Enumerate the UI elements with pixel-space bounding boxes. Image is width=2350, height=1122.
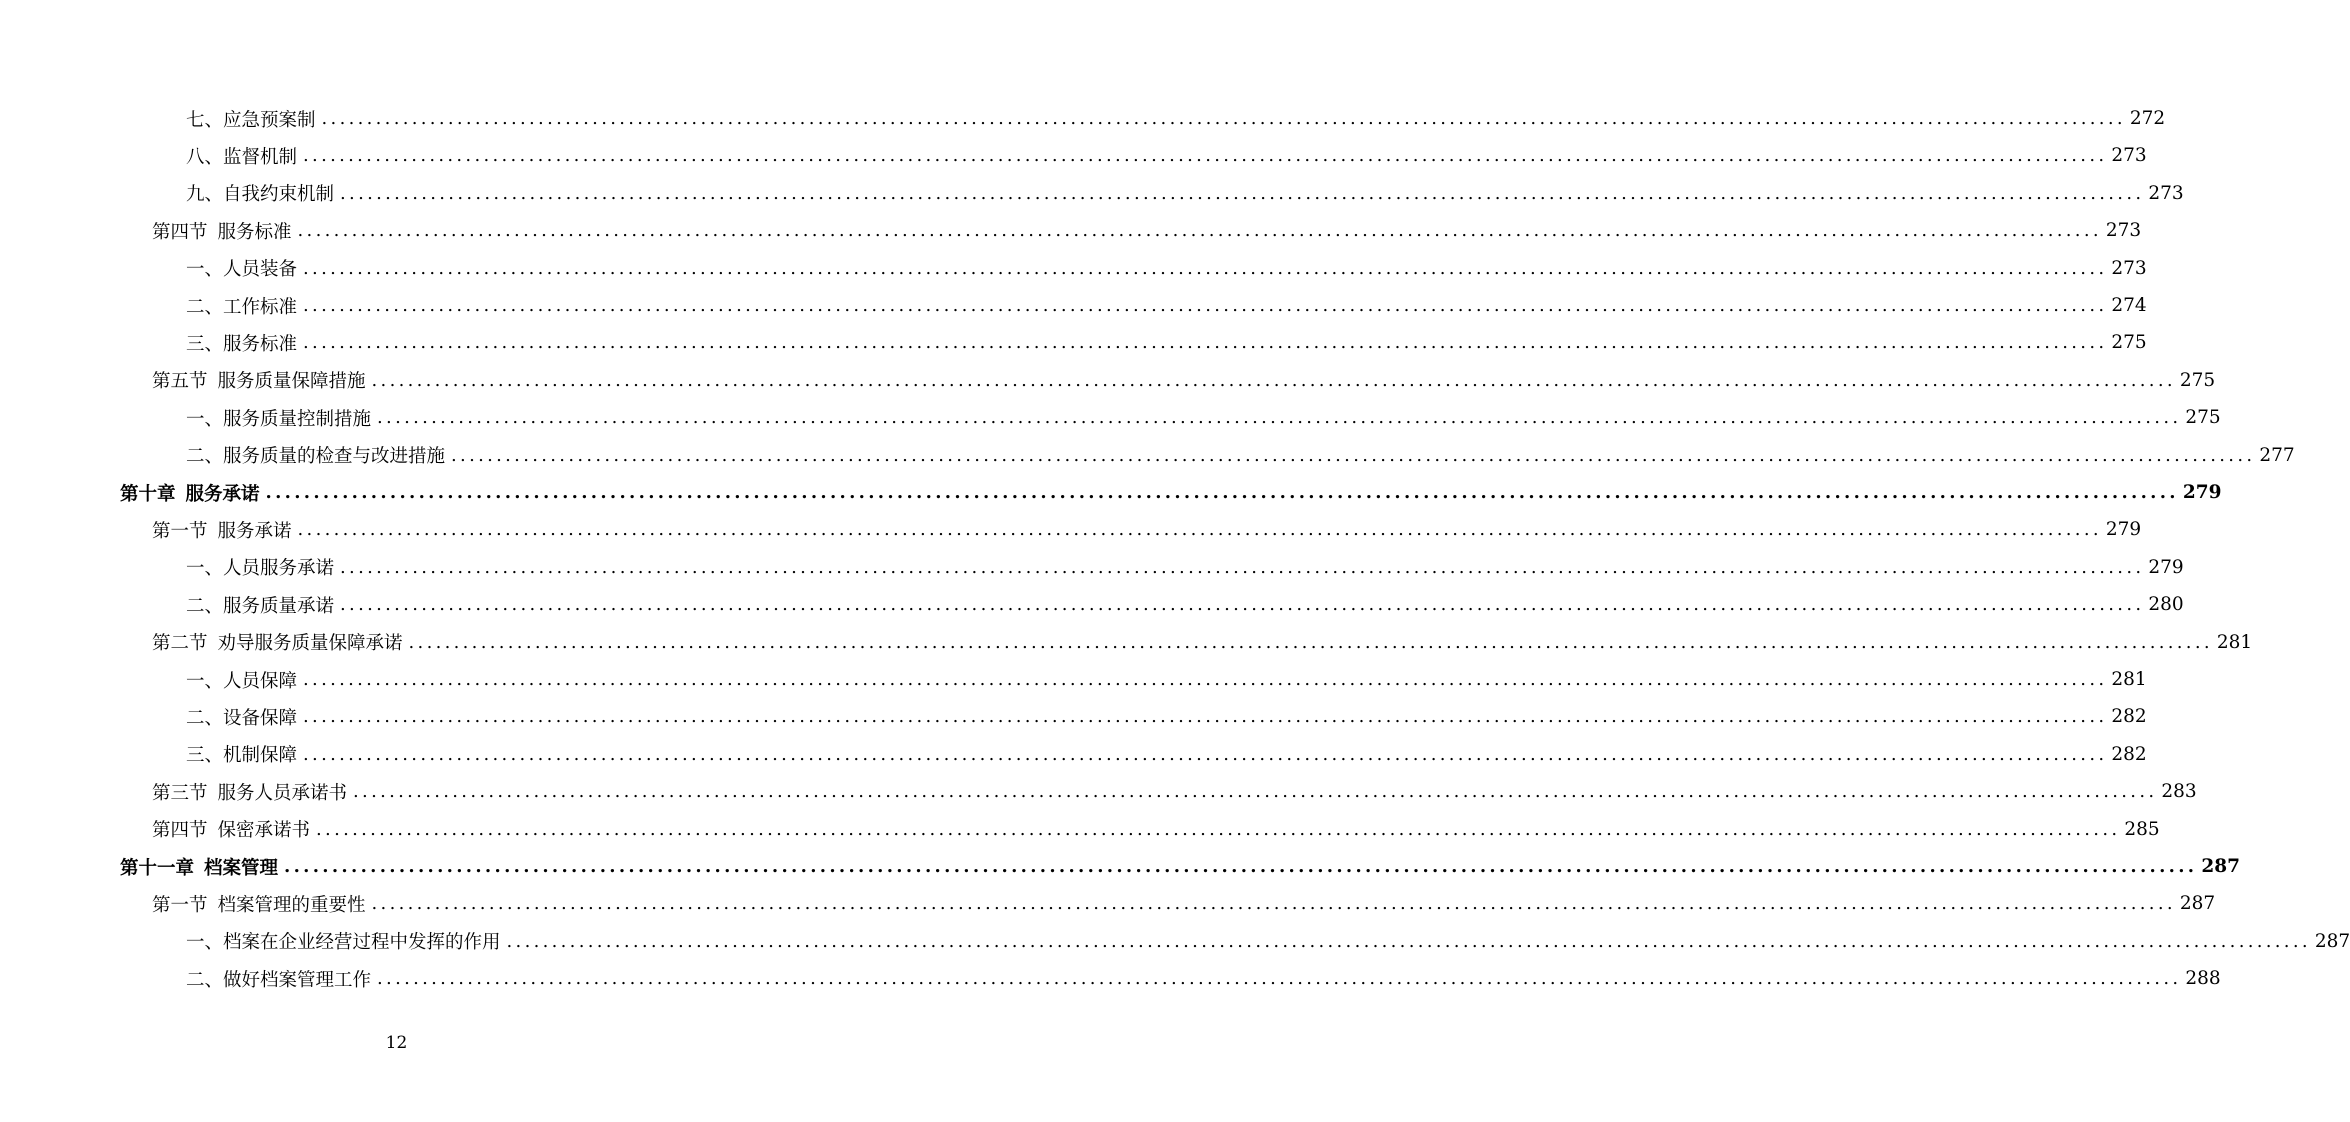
toc-subsection-entry[interactable] — [186, 437, 2295, 474]
toc-section-entry[interactable] — [152, 624, 2253, 661]
toc-entry-page: 279 — [2105, 519, 2142, 541]
toc-entry-title: 保密承诺书 — [217, 820, 311, 842]
toc-entry-page: 273 — [2111, 145, 2147, 167]
toc-entry-page: 282 — [2111, 706, 2147, 728]
toc-entry-text — [186, 741, 297, 767]
toc-entry-page: 280 — [2148, 594, 2184, 616]
toc-entry-title: 服务人员承诺书 — [217, 782, 348, 804]
toc-entry-prefix: 一、 — [186, 259, 224, 281]
toc-entry-title: 劝导服务质量保障承诺 — [217, 633, 403, 655]
toc-entry-title: 工作标准 — [223, 296, 298, 318]
toc-chapter-entry[interactable] — [120, 474, 2222, 511]
toc-entry-text — [152, 779, 347, 805]
toc-subsection-entry[interactable] — [186, 324, 2147, 361]
toc-entry-title: 做好档案管理工作 — [223, 969, 372, 991]
page-number: 12 — [385, 1033, 408, 1053]
toc-entry-page: 273 — [2105, 220, 2142, 242]
toc-subsection-entry[interactable] — [186, 250, 2147, 287]
toc-subsection-entry[interactable] — [186, 661, 2147, 698]
dot-leader: ........................................................................................................................................................................................................ — [303, 295, 2108, 316]
toc-entry-page: 285 — [2124, 818, 2160, 840]
toc-entry-prefix: 一、 — [186, 408, 224, 430]
toc-entry-prefix: 八、 — [186, 146, 224, 168]
toc-entry-text — [186, 143, 297, 169]
toc-entry-text — [120, 854, 278, 880]
toc-entry-text — [152, 816, 310, 842]
toc-entry-text — [186, 330, 297, 356]
dot-leader: ........................................................................................................................................................................................................ — [303, 706, 2108, 728]
toc-entry-prefix: 第一节 — [152, 520, 208, 542]
toc-entry-title: 人员保障 — [223, 670, 298, 692]
toc-subsection-entry[interactable] — [186, 549, 2184, 586]
toc-entry-prefix: 第三节 — [152, 782, 208, 804]
toc-entry-text — [186, 667, 297, 693]
toc-entry-page: 275 — [2185, 407, 2221, 429]
dot-leader: ........................................................................................................................................................................................................ — [303, 669, 2108, 690]
toc-entry-text — [186, 405, 371, 431]
dot-leader: ........................................................................................................................................................................................................ — [284, 856, 2198, 877]
toc-subsection-entry[interactable] — [186, 137, 2147, 174]
toc-section-entry[interactable] — [152, 773, 2197, 810]
toc-entry-text — [186, 293, 297, 319]
toc-subsection-entry[interactable] — [186, 736, 2147, 773]
toc-entry-title: 自我约束机制 — [223, 184, 335, 206]
toc-entry-page: 279 — [2148, 556, 2184, 578]
toc-entry-prefix: 三、 — [186, 745, 224, 767]
toc-subsection-entry[interactable] — [186, 698, 2147, 735]
toc-entry-page: 287 — [2314, 930, 2350, 952]
toc-entry-page: 281 — [2216, 631, 2253, 653]
toc-entry-prefix: 三、 — [186, 333, 224, 355]
toc-entry-page: 274 — [2111, 295, 2147, 316]
toc-subsection-entry[interactable] — [186, 287, 2147, 324]
toc-entry-prefix: 第五节 — [152, 371, 208, 393]
dot-leader: ........................................................................................................................................................................................................ — [340, 182, 2145, 204]
toc-entry-page: 273 — [2148, 182, 2184, 204]
toc-entry-title: 服务质量保障措施 — [217, 371, 366, 393]
toc-entry-title: 档案管理 — [204, 857, 279, 879]
toc-entry-title: 服务承诺 — [217, 520, 292, 542]
toc-entry-text — [186, 592, 334, 618]
toc-entry-prefix: 七、 — [186, 109, 224, 131]
toc-section-entry[interactable] — [152, 212, 2142, 249]
toc-subsection-entry[interactable] — [186, 399, 2221, 436]
dot-leader: ........................................................................................................................................................................................................ — [303, 145, 2108, 167]
toc-section-entry[interactable] — [152, 885, 2216, 922]
dot-leader: ........................................................................................................................................................................................................ — [303, 332, 2108, 354]
toc-entry-text — [152, 218, 292, 244]
toc-entry-page: 287 — [2179, 893, 2216, 915]
toc-entry-prefix: 第一节 — [152, 894, 208, 916]
toc-entry-prefix: 一、 — [186, 932, 224, 954]
dot-leader: ........................................................................................................................................................................................................ — [316, 818, 2121, 840]
toc-entry-text — [186, 106, 316, 132]
dot-leader: ........................................................................................................................................................................................................ — [321, 108, 2126, 129]
toc-entry-title: 服务质量控制措施 — [223, 408, 372, 430]
dot-leader: ........................................................................................................................................................................................................ — [371, 369, 2176, 391]
toc-entry-title: 服务质量的检查与改进措施 — [223, 446, 446, 468]
toc-entry-page: 275 — [2111, 332, 2147, 354]
toc-entry-prefix: 第十一章 — [120, 857, 195, 879]
toc-entry-text — [120, 480, 260, 506]
toc-entry-prefix: 九、 — [186, 184, 224, 206]
dot-leader: ........................................................................................................................................................................................................ — [303, 743, 2108, 765]
toc-entry-title: 人员装备 — [223, 259, 298, 281]
toc-entry-text — [186, 704, 297, 730]
toc-entry-title: 监督机制 — [223, 146, 298, 168]
dot-leader: ........................................................................................................................................................................................................ — [353, 781, 2158, 803]
toc-entry-prefix: 二、 — [186, 296, 224, 318]
toc-entry-text — [186, 180, 334, 206]
toc-entry-title: 档案在企业经营过程中发挥的作用 — [223, 932, 501, 954]
toc-entry-prefix: 第四节 — [152, 221, 208, 243]
toc-section-entry[interactable] — [152, 511, 2142, 548]
dot-leader: ........................................................................................................................................................................................................ — [408, 631, 2213, 653]
toc-entry-prefix: 二、 — [186, 446, 224, 468]
toc-entry-prefix: 第十章 — [120, 483, 176, 505]
toc-entry-text — [186, 442, 445, 468]
toc-entry-page: 282 — [2111, 743, 2147, 765]
toc-entry-text — [186, 554, 334, 580]
toc-subsection-entry[interactable] — [186, 923, 2350, 960]
dot-leader: ........................................................................................................................................................................................................ — [506, 930, 2311, 952]
toc-entry-prefix: 一、 — [186, 558, 224, 580]
dot-leader: ........................................................................................................................................................................................................ — [340, 556, 2145, 578]
toc-entry-page: 277 — [2259, 444, 2295, 466]
toc-entry-text — [186, 966, 371, 992]
toc-entry-prefix: 二、 — [186, 707, 224, 729]
dot-leader: ........................................................................................................................................................................................................ — [265, 482, 2179, 503]
toc-subsection-entry[interactable] — [186, 586, 2184, 623]
dot-leader: ........................................................................................................................................................................................................ — [297, 519, 2102, 541]
toc-entry-text — [152, 517, 292, 543]
toc-entry-text — [152, 891, 366, 917]
toc-entry-page: 273 — [2111, 257, 2147, 279]
toc-entry-page: 275 — [2179, 369, 2216, 391]
toc-subsection-entry[interactable] — [186, 960, 2221, 997]
toc-chapter-entry[interactable] — [120, 848, 2240, 885]
toc-entry-title: 服务标准 — [217, 221, 292, 243]
dot-leader: ........................................................................................................................................................................................................ — [377, 968, 2182, 990]
toc-subsection-entry[interactable] — [186, 100, 2166, 137]
toc-section-entry[interactable] — [152, 811, 2160, 848]
toc-entry-page: 283 — [2161, 781, 2197, 803]
toc-entry-prefix: 第四节 — [152, 820, 208, 842]
toc-entry-prefix: 一、 — [186, 670, 224, 692]
toc-subsection-entry[interactable] — [186, 175, 2184, 212]
dot-leader: ........................................................................................................................................................................................................ — [451, 444, 2256, 466]
toc-entry-title: 人员服务承诺 — [223, 558, 335, 580]
toc-entry-title: 服务质量承诺 — [223, 595, 335, 617]
toc-entry-title: 档案管理的重要性 — [217, 894, 366, 916]
toc-entry-prefix: 二、 — [186, 969, 224, 991]
toc-entry-page: 288 — [2185, 968, 2221, 990]
dot-leader: ........................................................................................................................................................................................................ — [371, 893, 2176, 915]
toc-entry-prefix: 二、 — [186, 595, 224, 617]
toc-entry-page: 281 — [2111, 669, 2147, 690]
toc-entry-title: 机制保障 — [223, 745, 298, 767]
toc-entry-text — [186, 255, 297, 281]
toc-entry-text — [152, 629, 403, 655]
toc-entry-title: 服务承诺 — [185, 483, 260, 505]
toc-entry-page: 287 — [2201, 856, 2240, 877]
dot-leader: ........................................................................................................................................................................................................ — [303, 257, 2108, 279]
dot-leader: ........................................................................................................................................................................................................ — [377, 407, 2182, 429]
dot-leader: ........................................................................................................................................................................................................ — [340, 594, 2145, 616]
toc-entry-page: 272 — [2129, 108, 2166, 129]
toc-entry-page: 279 — [2182, 482, 2222, 503]
toc-entry-text — [186, 928, 501, 954]
toc-entry-title: 应急预案制 — [223, 109, 316, 131]
toc-entry-prefix: 第二节 — [152, 633, 208, 655]
toc-entry-title: 设备保障 — [223, 707, 298, 729]
toc-entry-title: 服务标准 — [223, 333, 298, 355]
toc-section-entry[interactable] — [152, 362, 2216, 399]
toc-entry-text — [152, 367, 366, 393]
dot-leader: ........................................................................................................................................................................................................ — [297, 220, 2102, 242]
